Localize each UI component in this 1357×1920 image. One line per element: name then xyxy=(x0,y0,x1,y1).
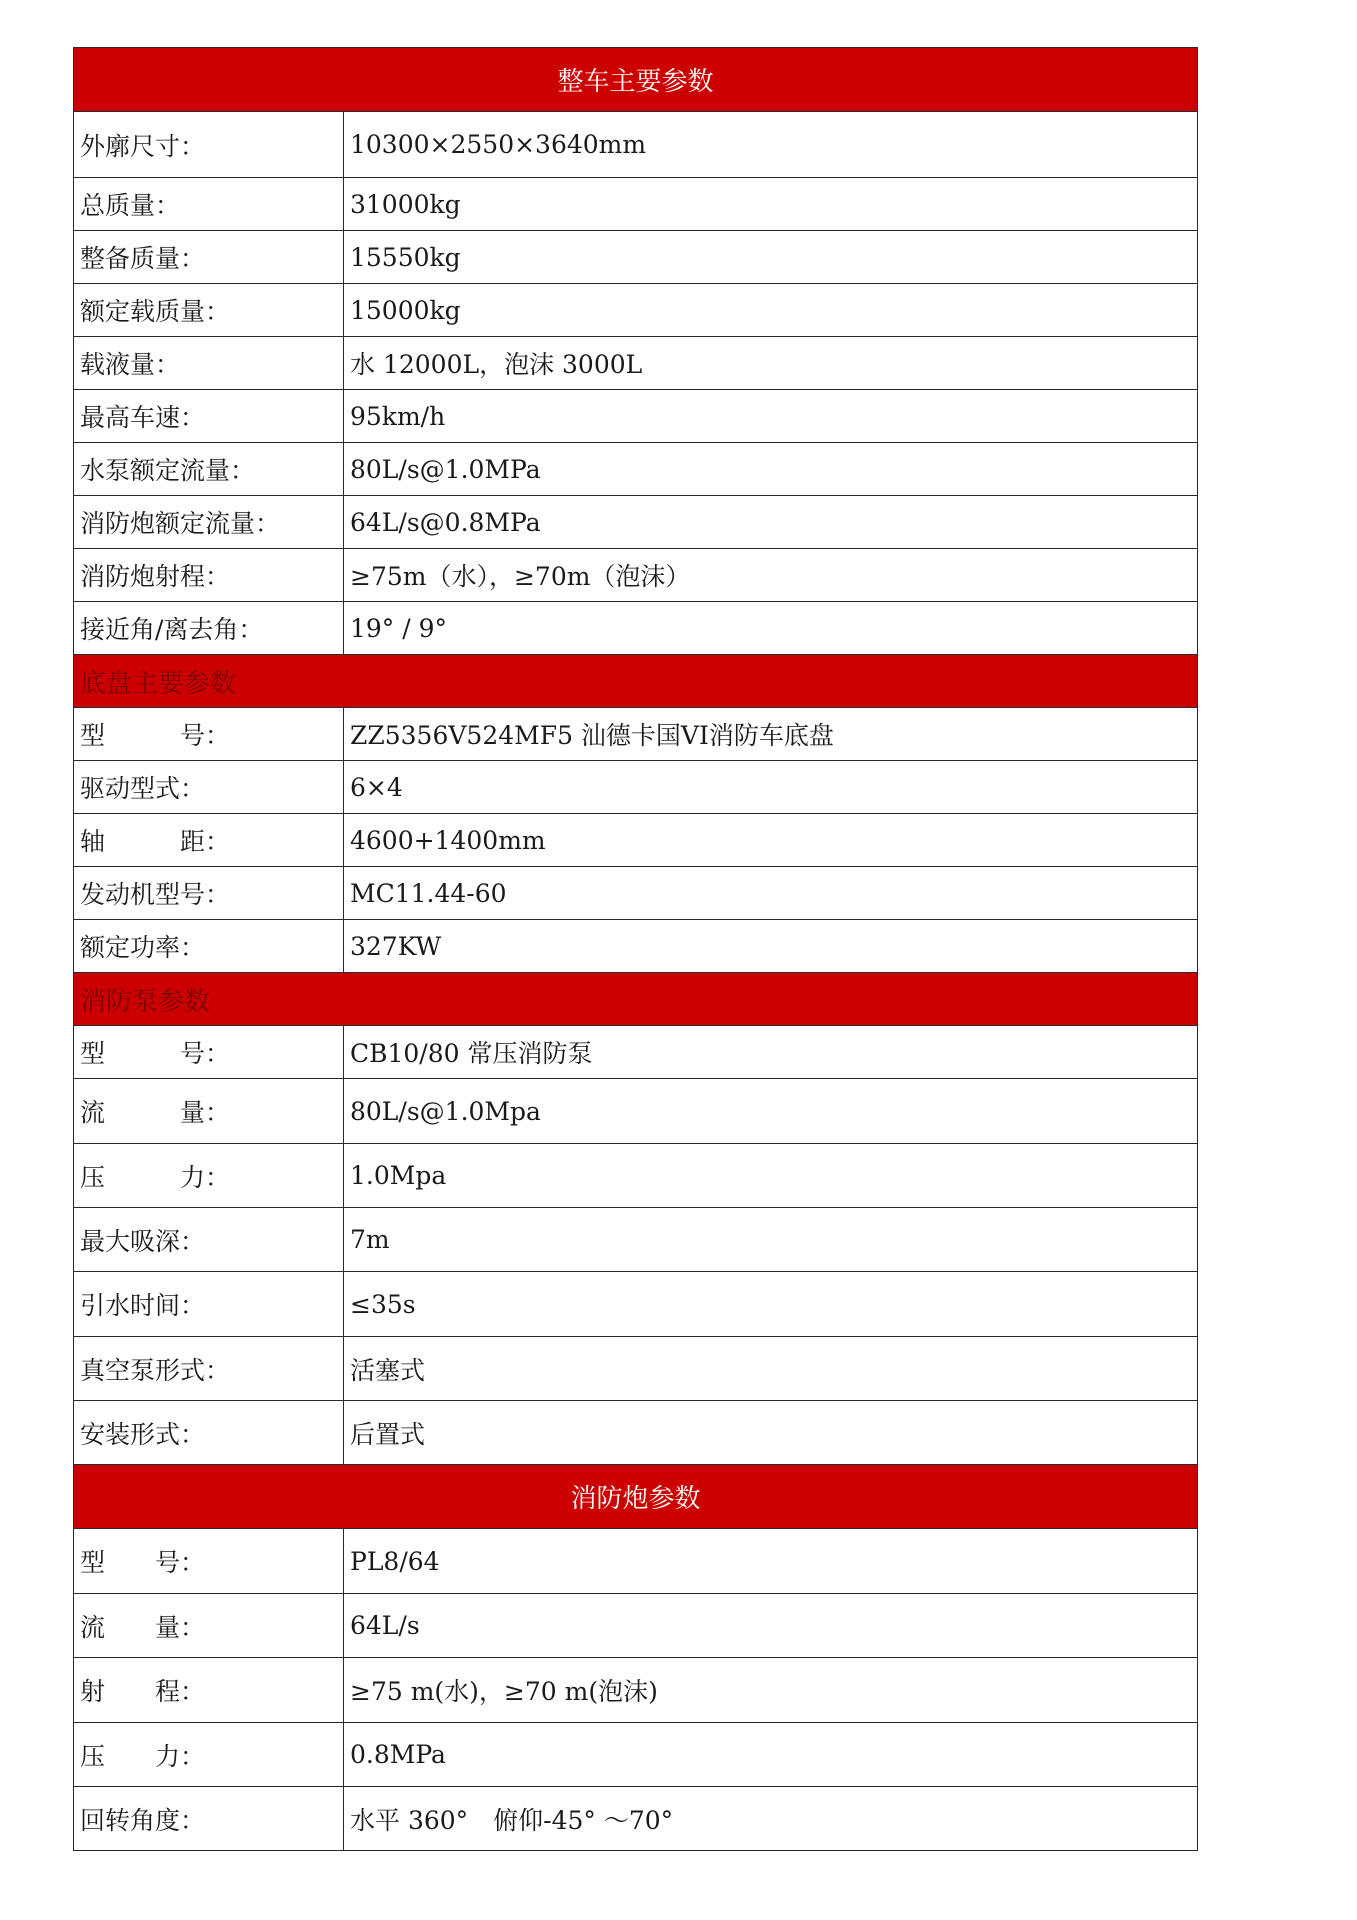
section-header-chassis xyxy=(74,655,1198,708)
param-value: 80L/s@1.0MPa xyxy=(344,443,1198,496)
table-row xyxy=(74,920,1198,973)
param-label: 额定载质量： xyxy=(74,284,344,337)
table-row xyxy=(74,867,1198,920)
param-label: 载液量： xyxy=(74,337,344,390)
param-label: 最高车速： xyxy=(74,390,344,443)
table-row xyxy=(74,112,1198,178)
param-label: 流 量： xyxy=(74,1079,344,1144)
param-label: 真空泵形式： xyxy=(74,1337,344,1401)
table-row xyxy=(74,443,1198,496)
table-row xyxy=(74,1337,1198,1401)
param-value: 95km/h xyxy=(344,390,1198,443)
param-label: 引水时间： xyxy=(74,1272,344,1337)
table-row xyxy=(74,1144,1198,1208)
param-label: 外廓尺寸： xyxy=(74,112,344,178)
table-row xyxy=(74,231,1198,284)
table-row xyxy=(74,1026,1198,1079)
param-value: 水平 360° 俯仰-45° ～70° xyxy=(344,1787,1198,1851)
param-value: 80L/s@1.0Mpa xyxy=(344,1079,1198,1144)
section-title: 整车主要参数 xyxy=(74,48,1198,112)
param-label: 消防炮射程： xyxy=(74,549,344,602)
param-value: 19° / 9° xyxy=(344,602,1198,655)
table-row xyxy=(74,708,1198,761)
param-value: ≥75 m(水)，≥70 m(泡沫) xyxy=(344,1658,1198,1723)
table-row xyxy=(74,390,1198,443)
param-value: 64L/s xyxy=(344,1594,1198,1658)
table-row xyxy=(74,602,1198,655)
section-title: 消防泵参数 xyxy=(74,973,1198,1026)
table-row xyxy=(74,284,1198,337)
param-value: 后置式 xyxy=(344,1401,1198,1465)
param-label: 型 号： xyxy=(74,1026,344,1079)
param-value: 64L/s@0.8MPa xyxy=(344,496,1198,549)
param-value: MC11.44-60 xyxy=(344,867,1198,920)
param-value: 15000kg xyxy=(344,284,1198,337)
param-value: ≤35s xyxy=(344,1272,1198,1337)
param-label: 总质量： xyxy=(74,178,344,231)
table-row xyxy=(74,761,1198,814)
section-title: 底盘主要参数 xyxy=(74,655,1198,708)
param-value: ≥75m（水），≥70m（泡沫） xyxy=(344,549,1198,602)
table-row xyxy=(74,178,1198,231)
param-label: 压 力： xyxy=(74,1723,344,1787)
table-row xyxy=(74,1401,1198,1465)
table-row xyxy=(74,549,1198,602)
table-row xyxy=(74,1079,1198,1144)
table-row xyxy=(74,814,1198,867)
param-label: 发动机型号： xyxy=(74,867,344,920)
param-label: 射 程： xyxy=(74,1658,344,1723)
param-label: 水泵额定流量： xyxy=(74,443,344,496)
param-value: 327KW xyxy=(344,920,1198,973)
param-label: 压 力： xyxy=(74,1144,344,1208)
param-label: 型 号： xyxy=(74,708,344,761)
param-value: 6×4 xyxy=(344,761,1198,814)
param-value: 活塞式 xyxy=(344,1337,1198,1401)
table-row xyxy=(74,1272,1198,1337)
section-title: 消防炮参数 xyxy=(74,1465,1198,1529)
param-value: ZZ5356V524MF5 汕德卡国VI消防车底盘 xyxy=(344,708,1198,761)
param-label: 安装形式： xyxy=(74,1401,344,1465)
param-label: 最大吸深： xyxy=(74,1208,344,1272)
param-label: 流 量： xyxy=(74,1594,344,1658)
spec-table xyxy=(73,47,1198,1851)
param-label: 回转角度： xyxy=(74,1787,344,1851)
table-row xyxy=(74,1208,1198,1272)
param-label: 额定功率： xyxy=(74,920,344,973)
param-label: 驱动型式： xyxy=(74,761,344,814)
table-row xyxy=(74,1723,1198,1787)
param-value: 10300×2550×3640mm xyxy=(344,112,1198,178)
param-value: 水 12000L，泡沫 3000L xyxy=(344,337,1198,390)
param-value: 15550kg xyxy=(344,231,1198,284)
param-value: PL8/64 xyxy=(344,1529,1198,1594)
param-label: 消防炮额定流量： xyxy=(74,496,344,549)
param-value: 4600+1400mm xyxy=(344,814,1198,867)
param-value: CB10/80 常压消防泵 xyxy=(344,1026,1198,1079)
param-label: 接近角/离去角： xyxy=(74,602,344,655)
param-value: 1.0Mpa xyxy=(344,1144,1198,1208)
param-value: 31000kg xyxy=(344,178,1198,231)
table-row xyxy=(74,1529,1198,1594)
param-label: 整备质量： xyxy=(74,231,344,284)
param-label: 型 号： xyxy=(74,1529,344,1594)
param-value: 7m xyxy=(344,1208,1198,1272)
param-value: 0.8MPa xyxy=(344,1723,1198,1787)
section-header-pump xyxy=(74,973,1198,1026)
table-row xyxy=(74,1594,1198,1658)
section-header-vehicle xyxy=(74,48,1198,112)
table-row xyxy=(74,1787,1198,1851)
table-row xyxy=(74,1658,1198,1723)
param-label: 轴 距： xyxy=(74,814,344,867)
section-header-monitor xyxy=(74,1465,1198,1529)
table-row xyxy=(74,496,1198,549)
table-row xyxy=(74,337,1198,390)
